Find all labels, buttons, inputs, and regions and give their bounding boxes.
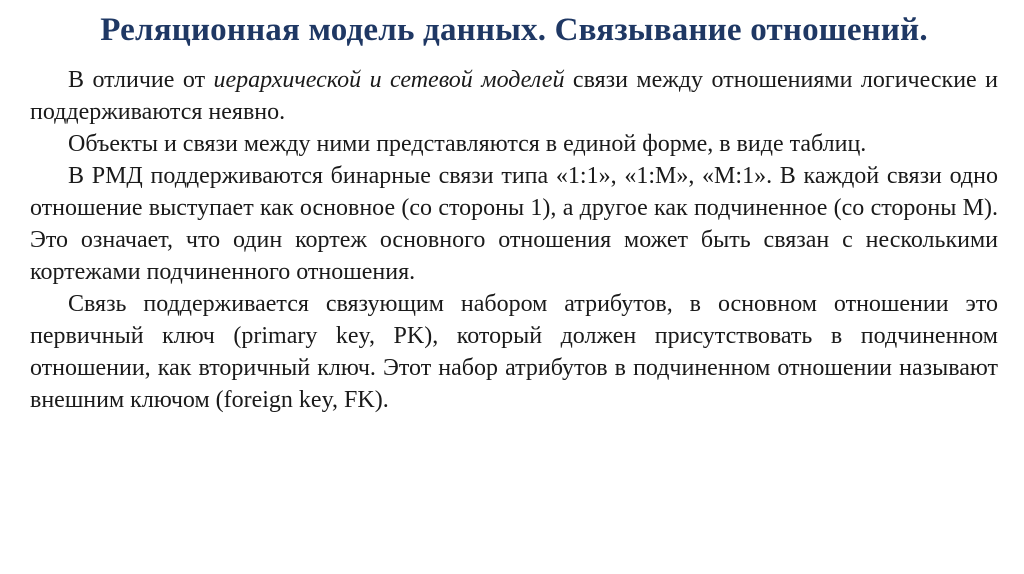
paragraph-4: Связь поддерживается связующим набором атрибутов, в основном отношении это первичный ключ (primary key, PK), который должен присутствовать в подчиненном отношении, как вторичный ключ. Этот набор атрибутов в подчиненном отношении называют внешним ключом (foreign key, FK). [30, 291, 998, 413]
paragraph-1-italic: иерархической и сетевой моделей [213, 67, 565, 93]
paragraph-3: В РМД поддерживаются бинарные связи типа «1:1», «1:М», «М:1». В каждой связи одно отношение выступает как основное (со стороны 1), а другое как подчиненное (со стороны М). Это означает, что один кортеж основного отношения может быть связан с несколькими кортежами подчиненного отношения. [30, 163, 998, 285]
paragraph-1 [30, 64, 998, 128]
slide-body [30, 64, 998, 416]
slide-title: Реляционная модель данных. Связывание отношений. [100, 12, 928, 48]
paragraph-1-start: В отличие от [68, 67, 214, 93]
paragraph-2: Объекты и связи между ними представляются в единой форме, в виде таблиц. [68, 131, 867, 157]
paragraph-1-end: связи между отношениями логические и поддерживаются неявно. [30, 67, 998, 125]
